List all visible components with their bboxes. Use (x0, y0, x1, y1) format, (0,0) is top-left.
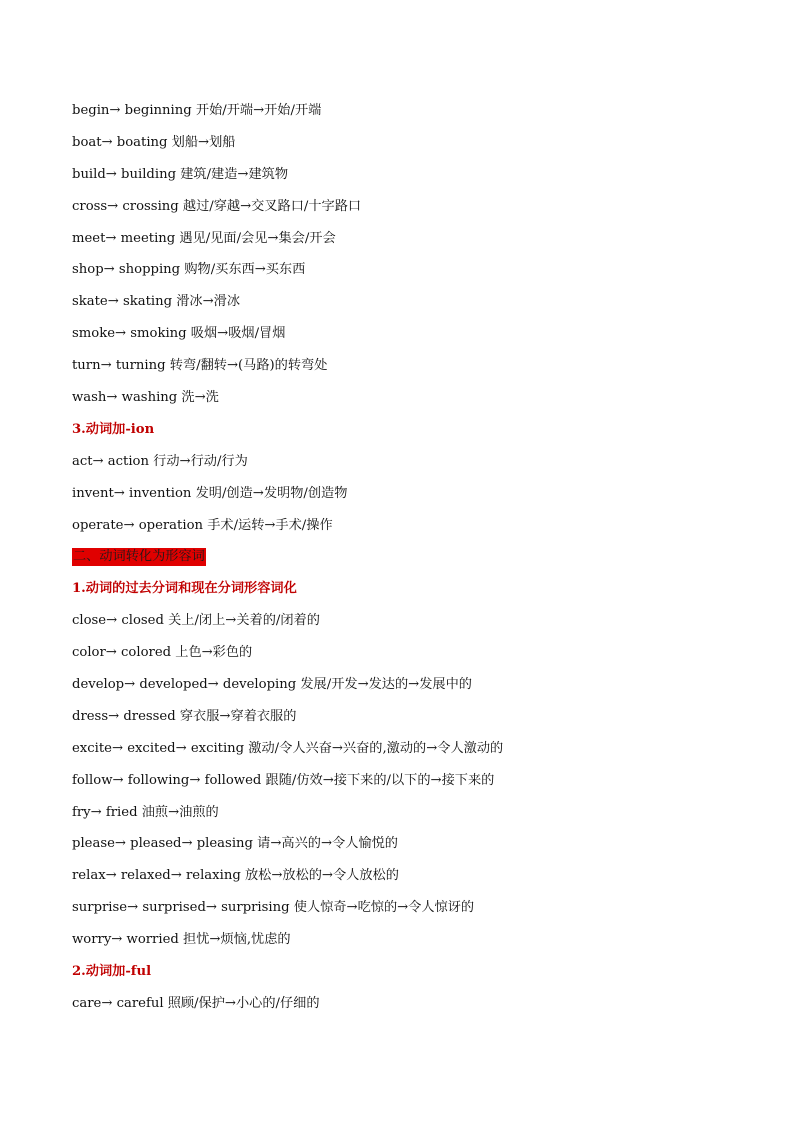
vocab-line: boat→ boating 划船→划船 (72, 134, 236, 150)
vocab-line: worry→ worried 担忧→烦恼,忧虑的 (72, 932, 291, 948)
vocab-line: please→ pleased→ pleasing 请→高兴的→令人愉悦的 (72, 836, 398, 852)
vocab-line: skate→ skating 滑冰→滑冰 (72, 294, 241, 310)
section-heading-ful: 2.动词加-ful (72, 964, 152, 980)
vocab-line: operate→ operation 手术/运转→手术/操作 (72, 517, 333, 533)
document-page (72, 101, 732, 1026)
vocab-line: dress→ dressed 穿衣服→穿着衣服的 (72, 708, 297, 724)
section-heading-ion: 3.动词加-ion (72, 421, 155, 437)
vocab-line: begin→ beginning 开始/开端→开始/开端 (72, 103, 322, 118)
vocab-line: build→ building 建筑/建造→建筑物 (72, 166, 289, 182)
vocab-line: shop→ shopping 购物/买东西→买东西 (72, 262, 306, 278)
part-heading-row (72, 547, 732, 579)
vocab-line: wash→ washing 洗→洗 (72, 390, 219, 406)
vocab-line: follow→ following→ followed 跟随/仿效→接下来的/以下的→接下来的 (72, 772, 495, 788)
vocab-line: fry→ fried 油煎→油煎的 (72, 804, 219, 820)
vocab-line: excite→ excited→ exciting 激动/令人兴奋→兴奋的,激动的→令人激动的 (72, 740, 504, 756)
vocab-line: care→ careful 照顾/保护→小心的/仔细的 (72, 995, 320, 1011)
vocab-line: turn→ turning 转弯/翻转→(马路)的转弯处 (72, 358, 328, 374)
section-heading-participle: 1.动词的过去分词和现在分词形容词化 (72, 581, 297, 597)
vocab-line: invent→ invention 发明/创造→发明物/创造物 (72, 485, 348, 501)
vocab-line: meet→ meeting 遇见/见面/会见→集会/开会 (72, 230, 336, 246)
vocab-line: smoke→ smoking 吸烟→吸烟/冒烟 (72, 326, 286, 342)
vocab-line: act→ action 行动→行动/行为 (72, 453, 248, 469)
part-heading-highlighted: 二、动词转化为形容词 (73, 549, 205, 565)
vocab-line: develop→ developed→ developing 发展/开发→发达的→发展中的 (72, 677, 472, 693)
vocab-line: cross→ crossing 越过/穿越→交叉路口/十字路口 (72, 198, 362, 214)
vocab-line: relax→ relaxed→ relaxing 放松→放松的→令人放松的 (72, 868, 399, 884)
vocab-line: color→ colored 上色→彩色的 (72, 645, 253, 661)
vocab-line: surprise→ surprised→ surprising 使人惊奇→吃惊的→令人惊讶的 (72, 900, 475, 916)
vocab-line: close→ closed 关上/闭上→关着的/闭着的 (72, 613, 320, 629)
